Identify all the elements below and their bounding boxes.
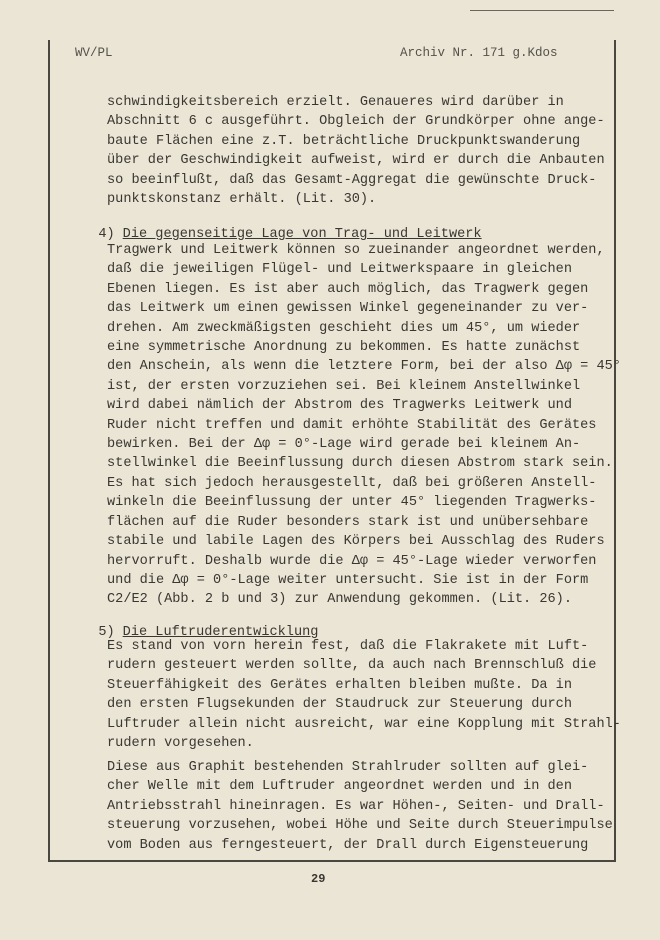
page-number: 29 [311, 872, 326, 886]
text-line: Tragwerk und Leitwerk können so zueinander angeordnet werden, [107, 243, 605, 258]
text-line: rudern gesteuert werden sollte, da auch nach Brennschluß die [107, 658, 597, 674]
section-title: Die gegenseitige Lage von Trag- und Leitwerk [122, 227, 482, 242]
text-line: bewirken. Bei der Δφ = 0°-Lage wird gerade bei kleinem An- [107, 437, 581, 453]
text-line: cher Welle mit dem Luftruder angeordnet werden und in den [107, 779, 572, 795]
section-title: Die Luftruderentwicklung [122, 625, 319, 640]
text-line: C2/E2 (Abb. 2 b und 3) zur Anwendung gekommen. (Lit. 26). [107, 592, 572, 608]
text-line: über der Geschwindigkeit aufweist, wird er durch die Anbauten [107, 153, 605, 169]
text-line: Abschnitt 6 c ausgeführt. Obgleich der Grundkörper ohne ange- [107, 114, 605, 130]
intro-paragraph [107, 93, 605, 209]
section-5-paragraph-1 [107, 637, 621, 753]
text-line: und die Δφ = 0°-Lage weiter untersucht. Sie ist in der Form [107, 572, 589, 588]
text-line: vom Boden aus ferngesteuert, der Drall durch Eigensteuerung [107, 837, 589, 853]
text-line: den Anschein, als wenn die letztere Form, bei der also Δφ = 45° [107, 359, 621, 375]
text-line: Es hat sich jedoch herausgestellt, daß bei größeren Anstell- [107, 475, 597, 491]
section-number: 5) [98, 625, 115, 640]
text-line: wird dabei nämlich der Abstrom des Tragwerks Leitwerk und [107, 398, 572, 414]
text-line: winkeln die Beeinflussung der unter 45° liegenden Tragwerks- [107, 495, 597, 511]
header-archive-number: Archiv Nr. 171 g.Kdos [400, 46, 558, 60]
text-line: daß die jeweiligen Flügel- und Leitwerkspaare in gleichen [107, 262, 572, 278]
text-line: Ruder nicht treffen und damit erhöhte Stabilität des Gerätes [107, 417, 597, 433]
text-line: das Leitwerk um einen gewissen Winkel gegeneinander zu ver- [107, 301, 589, 317]
text-line: steuerung vorzusehen, wobei Höhe und Seite durch Steuerimpulse [107, 818, 613, 834]
text-line: Es stand von vorn herein fest, daß die Flakrakete mit Luft- [107, 639, 589, 654]
text-line: hervorruft. Deshalb wurde die Δφ = 45°-Lage wieder verworfen [107, 553, 597, 569]
section-4-heading [82, 212, 482, 242]
text-line: so beeinflußt, daß das Gesamt-Aggregat die gewünschte Druck- [107, 172, 597, 188]
header-reference: WV/PL [75, 46, 113, 60]
section-4-paragraph [107, 241, 621, 610]
text-line: stabile und labile Lagen des Körpers bei Ausschlag des Ruders [107, 534, 605, 550]
text-line: Luftruder allein nicht ausreicht, war eine Kopplung mit Strahl- [107, 716, 621, 732]
section-5-heading [82, 610, 318, 640]
text-line: stellwinkel die Beeinflussung durch diesen Abstrom stark sein. [107, 456, 613, 472]
text-line: den ersten Flugsekunden der Staudruck zur Steuerung durch [107, 697, 572, 713]
section-number: 4) [98, 227, 115, 242]
text-line: Diese aus Graphit bestehenden Strahlruder sollten auf glei- [107, 760, 589, 775]
text-line: Ebenen liegen. Es ist aber auch möglich, das Tragwerk gegen [107, 281, 589, 297]
text-line: ist, der ersten vorzuziehen sei. Bei kleinem Anstellwinkel [107, 378, 581, 394]
top-border-line [470, 10, 614, 11]
text-line: baute Flächen eine z.T. beträchtliche Druckpunktswanderung [107, 133, 581, 149]
text-line: Steuerfähigkeit des Gerätes erhalten bleiben mußte. Da in [107, 677, 572, 693]
text-line: Antriebsstrahl hineinragen. Es war Höhen-, Seiten- und Drall- [107, 798, 605, 814]
text-line: flächen auf die Ruder besonders stark ist und unübersehbare [107, 514, 589, 530]
text-line: schwindigkeitsbereich erzielt. Genaueres wird darüber in [107, 95, 564, 110]
text-line: eine symmetrische Anordnung zu bekommen. Es hatte zunächst [107, 340, 581, 356]
section-5-paragraph-2 [107, 758, 613, 855]
text-line: drehen. Am zweckmäßigsten geschieht dies um 45°, um wieder [107, 320, 581, 336]
text-line: rudern vorgesehen. [107, 736, 254, 752]
text-line: punktskonstanz erhält. (Lit. 30). [107, 192, 377, 208]
